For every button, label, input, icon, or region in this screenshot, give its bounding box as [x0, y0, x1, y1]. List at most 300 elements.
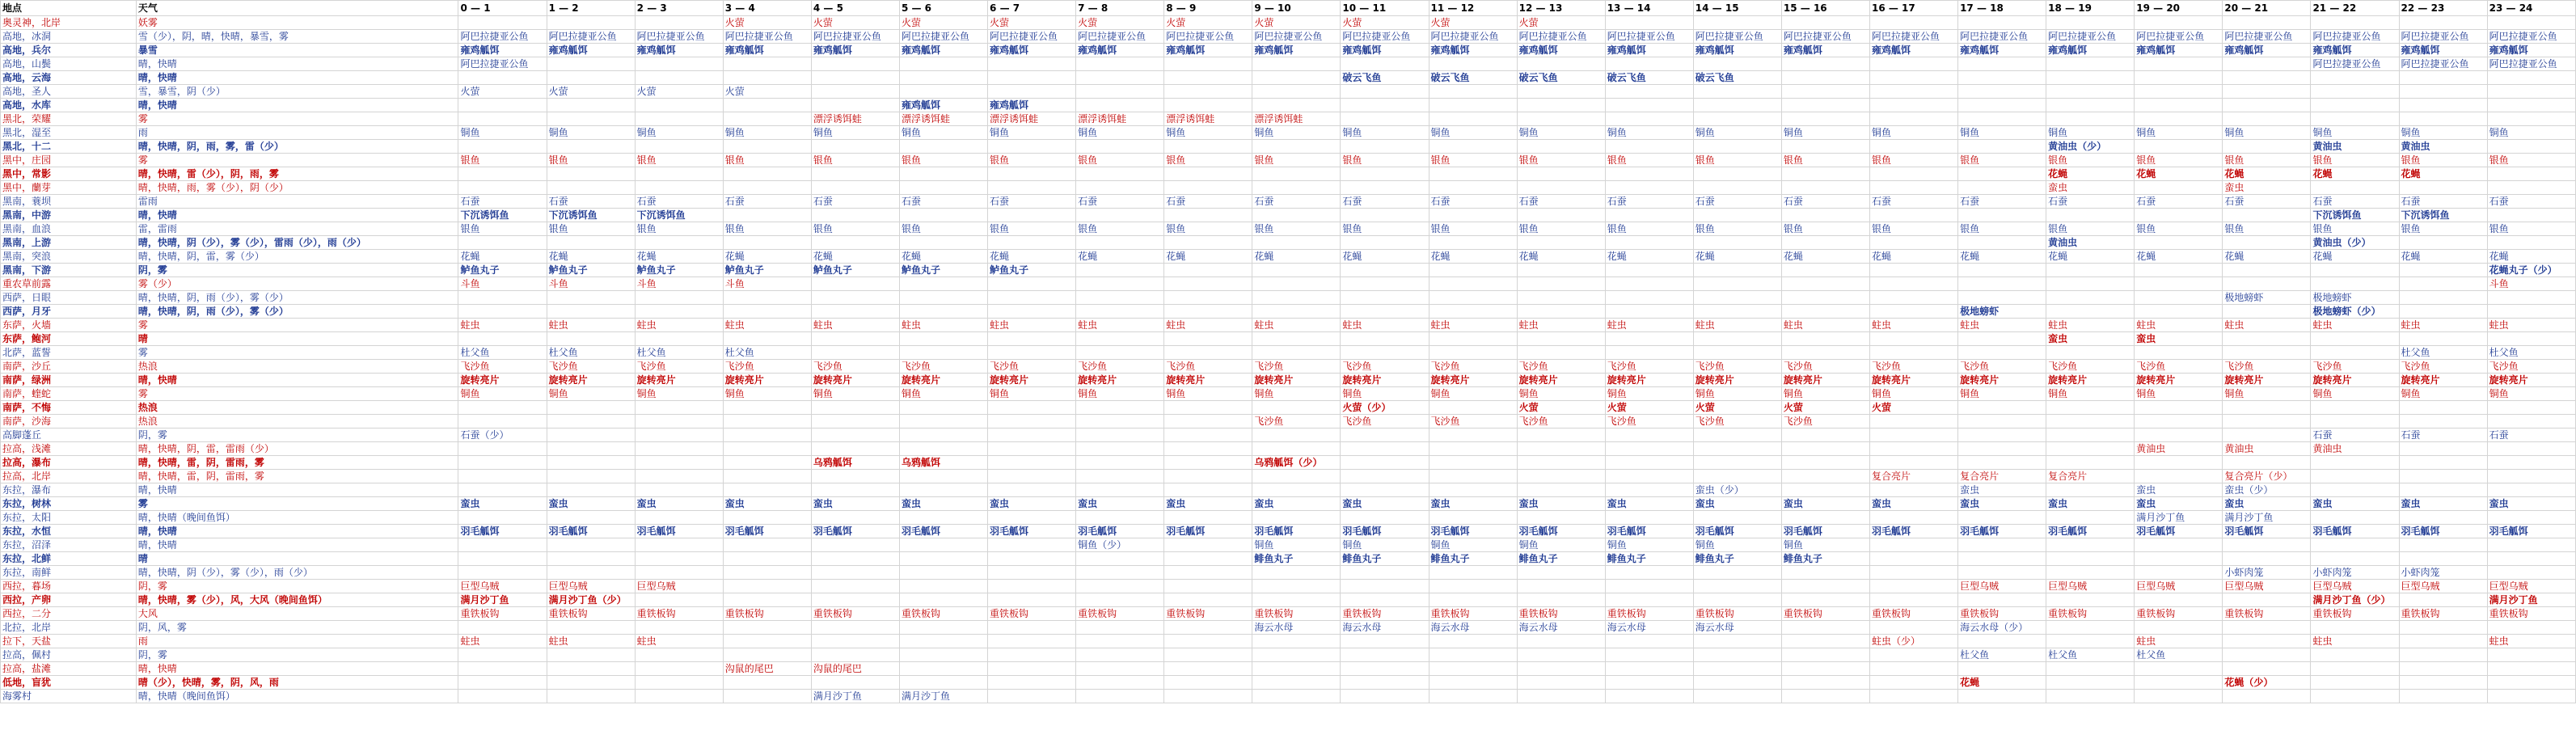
bait-cell: [1693, 566, 1781, 580]
bait-cell: 铜鱼: [899, 387, 987, 401]
bait-cell: 重铁板钩: [899, 607, 987, 621]
bait-cell: [547, 511, 635, 525]
bait-cell: 阿巴拉捷亚公鱼: [1252, 30, 1341, 44]
bait-cell: [1252, 346, 1341, 360]
bait-cell: [2487, 332, 2575, 346]
bait-cell: 极地螃虾: [2311, 291, 2399, 305]
bait-cell: [1693, 580, 1781, 593]
bait-cell: [2399, 483, 2487, 497]
bait-cell: [1693, 167, 1781, 181]
bait-cell: 巨型乌贼: [2311, 580, 2399, 593]
bait-cell: 铜鱼: [899, 126, 987, 140]
bait-cell: [1693, 277, 1781, 291]
bait-cell: 飞沙鱼: [2223, 360, 2311, 374]
bait-cell: [1341, 511, 1429, 525]
bait-cell: 银鱼: [1341, 222, 1429, 236]
bait-cell: [988, 346, 1076, 360]
bait-cell: [2046, 85, 2135, 99]
bait-cell: 鲱鱼丸子: [1605, 552, 1693, 566]
bait-cell: [1958, 57, 2046, 71]
bait-cell: 羽毛觚饵: [2223, 525, 2311, 538]
bait-cell: [1429, 676, 1517, 690]
bait-cell: [1164, 621, 1252, 635]
bait-cell: [2135, 305, 2223, 319]
table-row: [1, 607, 2576, 621]
bait-cell: 重铁板钩: [1958, 607, 2046, 621]
bait-cell: [458, 676, 547, 690]
bait-cell: 花蝇: [1429, 250, 1517, 264]
bait-cell: [635, 428, 723, 442]
bait-cell: [1869, 112, 1957, 126]
bait-cell: [1076, 167, 1164, 181]
bait-cell: 铜鱼: [1164, 387, 1252, 401]
bait-cell: 蛀虫: [2311, 635, 2399, 648]
bait-cell: 旋转亮片: [2399, 374, 2487, 387]
bait-cell: [2399, 305, 2487, 319]
bait-cell: [2223, 552, 2311, 566]
bait-cell: 蛮虫: [2135, 483, 2223, 497]
bait-cell: [811, 181, 899, 195]
bait-cell: [1693, 264, 1781, 277]
bait-cell: 飞沙鱼: [2135, 360, 2223, 374]
bait-cell: [458, 167, 547, 181]
bait-cell: [1341, 140, 1429, 154]
table-row: [1, 85, 2576, 99]
bait-cell: [1605, 428, 1693, 442]
bait-cell: [1341, 57, 1429, 71]
bait-cell: 火萤: [1605, 401, 1693, 415]
bait-cell: 复合亮片: [1958, 470, 2046, 483]
bait-cell: 花蝇（少）: [2223, 676, 2311, 690]
bait-cell: 羽毛觚饵: [458, 525, 547, 538]
table-row: [1, 99, 2576, 112]
bait-cell: [635, 415, 723, 428]
bait-cell: [1605, 346, 1693, 360]
bait-cell: [2135, 662, 2223, 676]
bait-cell: [2223, 305, 2311, 319]
bait-cell: 飞沙鱼: [1429, 415, 1517, 428]
bait-cell: [635, 593, 723, 607]
bait-cell: [2046, 277, 2135, 291]
bait-cell: [1958, 332, 2046, 346]
bait-cell: [1781, 71, 1869, 85]
table-row: [1, 360, 2576, 374]
bait-cell: 银鱼: [1341, 154, 1429, 167]
bait-cell: [1517, 305, 1605, 319]
location-cell: 拉下，天盐: [1, 635, 137, 648]
bait-cell: [988, 580, 1076, 593]
bait-cell: 乌鸦觚饵（少）: [1252, 456, 1341, 470]
bait-cell: [811, 236, 899, 250]
bait-cell: [2223, 621, 2311, 635]
bait-cell: [811, 552, 899, 566]
bait-cell: 海云水母: [1252, 621, 1341, 635]
bait-cell: [547, 428, 635, 442]
bait-cell: 下沉诱饵鱼: [2311, 209, 2399, 222]
bait-cell: [1076, 264, 1164, 277]
bait-cell: [1693, 346, 1781, 360]
bait-cell: [1076, 291, 1164, 305]
bait-cell: [2399, 264, 2487, 277]
bait-cell: [1605, 99, 1693, 112]
bait-cell: 火萤: [1693, 401, 1781, 415]
bait-cell: 银鱼: [988, 222, 1076, 236]
bait-cell: [458, 415, 547, 428]
bait-cell: [1781, 483, 1869, 497]
header-hour: 21 — 22: [2311, 1, 2399, 16]
bait-cell: [723, 676, 811, 690]
weather-cell: 阴，雾: [136, 428, 458, 442]
bait-cell: [2399, 332, 2487, 346]
bait-cell: [1781, 566, 1869, 580]
bait-cell: [2135, 209, 2223, 222]
bait-cell: [1869, 690, 1957, 703]
bait-cell: [811, 648, 899, 662]
bait-cell: [1869, 552, 1957, 566]
bait-cell: [899, 415, 987, 428]
bait-cell: [1164, 291, 1252, 305]
bait-cell: [635, 57, 723, 71]
bait-cell: [1164, 236, 1252, 250]
bait-cell: [458, 552, 547, 566]
table-row: [1, 483, 2576, 497]
header-hour: 13 — 14: [1605, 1, 1693, 16]
bait-cell: [458, 662, 547, 676]
bait-cell: [1164, 690, 1252, 703]
bait-cell: 羽毛觚饵: [1517, 525, 1605, 538]
header-hour: 14 — 15: [1693, 1, 1781, 16]
bait-cell: [1869, 209, 1957, 222]
bait-cell: 铜鱼: [1781, 126, 1869, 140]
bait-cell: [1341, 167, 1429, 181]
bait-cell: 飞沙鱼: [2399, 360, 2487, 374]
bait-cell: 雍鸡觚饵: [1958, 44, 2046, 57]
bait-cell: 漂浮诱饵蛙: [1252, 112, 1341, 126]
bait-cell: 银鱼: [1429, 154, 1517, 167]
bait-cell: [2311, 181, 2399, 195]
bait-cell: 下沉诱饵鱼: [2399, 209, 2487, 222]
bait-cell: [723, 181, 811, 195]
bait-cell: [1076, 566, 1164, 580]
header-hour: 0 — 1: [458, 1, 547, 16]
bait-cell: 铜鱼: [547, 387, 635, 401]
table-row: [1, 44, 2576, 57]
bait-cell: [1429, 112, 1517, 126]
bait-cell: 银鱼: [1958, 222, 2046, 236]
bait-cell: [635, 648, 723, 662]
weather-cell: 阴，雾: [136, 264, 458, 277]
bait-cell: [1252, 57, 1341, 71]
bait-cell: 铜鱼: [811, 126, 899, 140]
bait-cell: 下沉诱饵鱼: [635, 209, 723, 222]
bait-cell: 满月沙丁鱼（少）: [547, 593, 635, 607]
bait-cell: 重铁板钩: [2223, 607, 2311, 621]
bait-cell: 铜鱼: [988, 387, 1076, 401]
bait-cell: [1605, 236, 1693, 250]
bait-cell: 杜父鱼: [1958, 648, 2046, 662]
bait-cell: [1869, 305, 1957, 319]
bait-cell: [1781, 621, 1869, 635]
bait-cell: [635, 662, 723, 676]
table-row: [1, 525, 2576, 538]
bait-cell: 阿巴拉捷亚公鱼: [2487, 57, 2575, 71]
bait-cell: [1693, 511, 1781, 525]
bait-cell: [1341, 85, 1429, 99]
bait-cell: [1958, 112, 2046, 126]
bait-cell: [547, 71, 635, 85]
weather-cell: 晴，快晴: [136, 57, 458, 71]
bait-cell: 银鱼: [1781, 222, 1869, 236]
bait-cell: 蛀虫: [1076, 319, 1164, 332]
bait-cell: [547, 442, 635, 456]
bait-cell: 蛀虫: [2223, 319, 2311, 332]
bait-cell: [635, 71, 723, 85]
bait-cell: [2046, 483, 2135, 497]
bait-cell: 极地螃虾（少）: [2311, 305, 2399, 319]
location-cell: 拉高，浅滩: [1, 442, 137, 456]
table-row: [1, 332, 2576, 346]
bait-cell: [2223, 456, 2311, 470]
table-row: [1, 71, 2576, 85]
bait-cell: [2046, 112, 2135, 126]
bait-cell: [1605, 181, 1693, 195]
location-cell: 北拉，北岸: [1, 621, 137, 635]
bait-cell: [458, 690, 547, 703]
bait-cell: [2487, 209, 2575, 222]
bait-cell: [635, 305, 723, 319]
bait-cell: [2487, 140, 2575, 154]
bait-cell: 蛀虫: [1341, 319, 1429, 332]
bait-cell: 铜鱼: [1252, 538, 1341, 552]
bait-cell: [1252, 236, 1341, 250]
header-location: 地点: [1, 1, 137, 16]
bait-cell: 羽毛觚饵: [2135, 525, 2223, 538]
bait-cell: [2046, 552, 2135, 566]
location-cell: 西萨，日眼: [1, 291, 137, 305]
bait-cell: 铜鱼: [811, 387, 899, 401]
bait-cell: [635, 511, 723, 525]
bait-cell: 铜鱼: [635, 126, 723, 140]
bait-cell: [1605, 648, 1693, 662]
location-cell: 东拉，南鲜: [1, 566, 137, 580]
bait-cell: 铜鱼: [1252, 387, 1341, 401]
bait-cell: 羽毛觚饵: [635, 525, 723, 538]
bait-cell: [2046, 305, 2135, 319]
bait-cell: [1252, 401, 1341, 415]
weather-cell: 晴，快晴（晚间鱼饵）: [136, 511, 458, 525]
bait-cell: [988, 690, 1076, 703]
bait-cell: [1869, 277, 1957, 291]
bait-cell: [1164, 140, 1252, 154]
bait-cell: [1341, 99, 1429, 112]
bait-cell: 满月沙丁鱼: [2223, 511, 2311, 525]
table-row: [1, 538, 2576, 552]
bait-cell: [811, 140, 899, 154]
bait-cell: [2046, 621, 2135, 635]
bait-cell: [811, 676, 899, 690]
bait-cell: [1517, 346, 1605, 360]
bait-cell: [1517, 236, 1605, 250]
bait-cell: [2046, 511, 2135, 525]
bait-cell: [811, 57, 899, 71]
bait-cell: 蛀虫: [1693, 319, 1781, 332]
bait-cell: 杜父鱼: [547, 346, 635, 360]
bait-cell: 破云飞鱼: [1517, 71, 1605, 85]
bait-cell: 雍鸡觚饵: [899, 99, 987, 112]
bait-cell: 飞沙鱼: [1781, 360, 1869, 374]
bait-cell: [1517, 264, 1605, 277]
bait-cell: [2223, 140, 2311, 154]
weather-cell: 晴，快晴: [136, 525, 458, 538]
bait-cell: 铜鱼: [1517, 126, 1605, 140]
bait-cell: 花蝇: [1958, 250, 2046, 264]
bait-cell: 飞沙鱼: [547, 360, 635, 374]
bait-cell: [1693, 635, 1781, 648]
bait-cell: [1076, 140, 1164, 154]
location-cell: 高地，圣人: [1, 85, 137, 99]
bait-cell: [635, 99, 723, 112]
bait-cell: 银鱼: [547, 222, 635, 236]
table-row: [1, 456, 2576, 470]
bait-cell: [2046, 662, 2135, 676]
bait-cell: [2135, 593, 2223, 607]
bait-cell: [2487, 112, 2575, 126]
bait-cell: [1517, 428, 1605, 442]
bait-cell: 杜父鱼: [2399, 346, 2487, 360]
bait-cell: 花蝇: [635, 250, 723, 264]
bait-cell: 银鱼: [1693, 154, 1781, 167]
bait-cell: [1076, 593, 1164, 607]
bait-cell: [1341, 566, 1429, 580]
bait-cell: 满月沙丁鱼: [811, 690, 899, 703]
bait-cell: 海云水母: [1605, 621, 1693, 635]
bait-cell: 花蝇: [2223, 250, 2311, 264]
bait-cell: [2311, 648, 2399, 662]
bait-cell: [1429, 593, 1517, 607]
bait-cell: [988, 635, 1076, 648]
bait-cell: [2487, 552, 2575, 566]
bait-cell: 羽毛觚饵: [1781, 525, 1869, 538]
bait-cell: 重铁板钩: [811, 607, 899, 621]
bait-cell: [1076, 57, 1164, 71]
header-hour: 22 — 23: [2399, 1, 2487, 16]
weather-cell: 晴，快晴: [136, 483, 458, 497]
weather-cell: 晴，快晴: [136, 662, 458, 676]
bait-cell: [723, 635, 811, 648]
bait-cell: [2311, 690, 2399, 703]
bait-cell: [1252, 140, 1341, 154]
bait-cell: [988, 593, 1076, 607]
bait-cell: 鲈鱼丸子: [635, 264, 723, 277]
location-cell: 南萨，沙丘: [1, 360, 137, 374]
bait-cell: 巨型乌贼: [635, 580, 723, 593]
bait-cell: 阿巴拉捷亚公鱼: [1429, 30, 1517, 44]
bait-cell: 花蝇: [2311, 250, 2399, 264]
bait-cell: [1429, 470, 1517, 483]
bait-cell: [458, 538, 547, 552]
bait-cell: [2311, 538, 2399, 552]
bait-cell: 蛮虫: [899, 497, 987, 511]
bait-cell: [2135, 676, 2223, 690]
header-hour: 7 — 8: [1076, 1, 1164, 16]
bait-cell: [2399, 593, 2487, 607]
bait-cell: [2223, 85, 2311, 99]
bait-cell: [1605, 566, 1693, 580]
bait-cell: [1429, 167, 1517, 181]
weather-cell: 热浪: [136, 401, 458, 415]
bait-cell: [2399, 16, 2487, 30]
bait-cell: 满月沙丁鱼: [899, 690, 987, 703]
bait-cell: [2399, 662, 2487, 676]
bait-cell: 蛀虫: [547, 319, 635, 332]
bait-cell: 巨型乌贼: [2223, 580, 2311, 593]
bait-cell: 飞沙鱼: [1693, 360, 1781, 374]
bait-cell: [1341, 648, 1429, 662]
bait-cell: [1958, 401, 2046, 415]
location-cell: 东拉，北鲜: [1, 552, 137, 566]
bait-cell: [1958, 71, 2046, 85]
bait-cell: [1958, 690, 2046, 703]
bait-cell: 飞沙鱼: [1693, 415, 1781, 428]
bait-cell: 雍鸡觚饵: [723, 44, 811, 57]
bait-cell: [1869, 332, 1957, 346]
table-row: [1, 277, 2576, 291]
bait-cell: 阿巴拉捷亚公鱼: [2311, 30, 2399, 44]
bait-cell: 火萤: [988, 16, 1076, 30]
bait-cell: 旋转亮片: [547, 374, 635, 387]
bait-cell: 羽毛觚饵: [1869, 525, 1957, 538]
bait-cell: 飞沙鱼: [1605, 360, 1693, 374]
bait-cell: [2399, 85, 2487, 99]
bait-cell: 花蝇: [547, 250, 635, 264]
header-hour: 6 — 7: [988, 1, 1076, 16]
bait-cell: [1164, 401, 1252, 415]
weather-cell: 晴: [136, 552, 458, 566]
bait-cell: [1605, 277, 1693, 291]
bait-cell: [2223, 277, 2311, 291]
bait-cell: 阿巴拉捷亚公鱼: [2311, 57, 2399, 71]
bait-cell: 蛮虫: [1693, 497, 1781, 511]
bait-cell: [723, 483, 811, 497]
bait-cell: 羽毛觚饵: [1341, 525, 1429, 538]
bait-cell: [1869, 346, 1957, 360]
bait-cell: 阿巴拉捷亚公鱼: [1958, 30, 2046, 44]
bait-cell: [1429, 332, 1517, 346]
bait-cell: [811, 442, 899, 456]
bait-cell: [1164, 662, 1252, 676]
bait-cell: [899, 71, 987, 85]
bait-cell: 铜鱼: [458, 387, 547, 401]
bait-cell: 羽毛觚饵: [2046, 525, 2135, 538]
bait-cell: [1517, 140, 1605, 154]
weather-cell: 晴，快晴: [136, 374, 458, 387]
bait-cell: [1429, 277, 1517, 291]
bait-cell: [1869, 85, 1957, 99]
bait-cell: [458, 470, 547, 483]
bait-cell: [1429, 511, 1517, 525]
bait-cell: [2487, 181, 2575, 195]
location-cell: 黑中，蘭芽: [1, 181, 137, 195]
bait-cell: 旋转亮片: [1781, 374, 1869, 387]
bait-cell: 石蚕: [1517, 195, 1605, 209]
bait-cell: 旋转亮片: [458, 374, 547, 387]
bait-cell: [1869, 57, 1957, 71]
bait-cell: 花蝇: [1076, 250, 1164, 264]
bait-cell: [2399, 648, 2487, 662]
bait-cell: [1517, 662, 1605, 676]
bait-cell: [988, 621, 1076, 635]
bait-cell: 破云飞鱼: [1341, 71, 1429, 85]
